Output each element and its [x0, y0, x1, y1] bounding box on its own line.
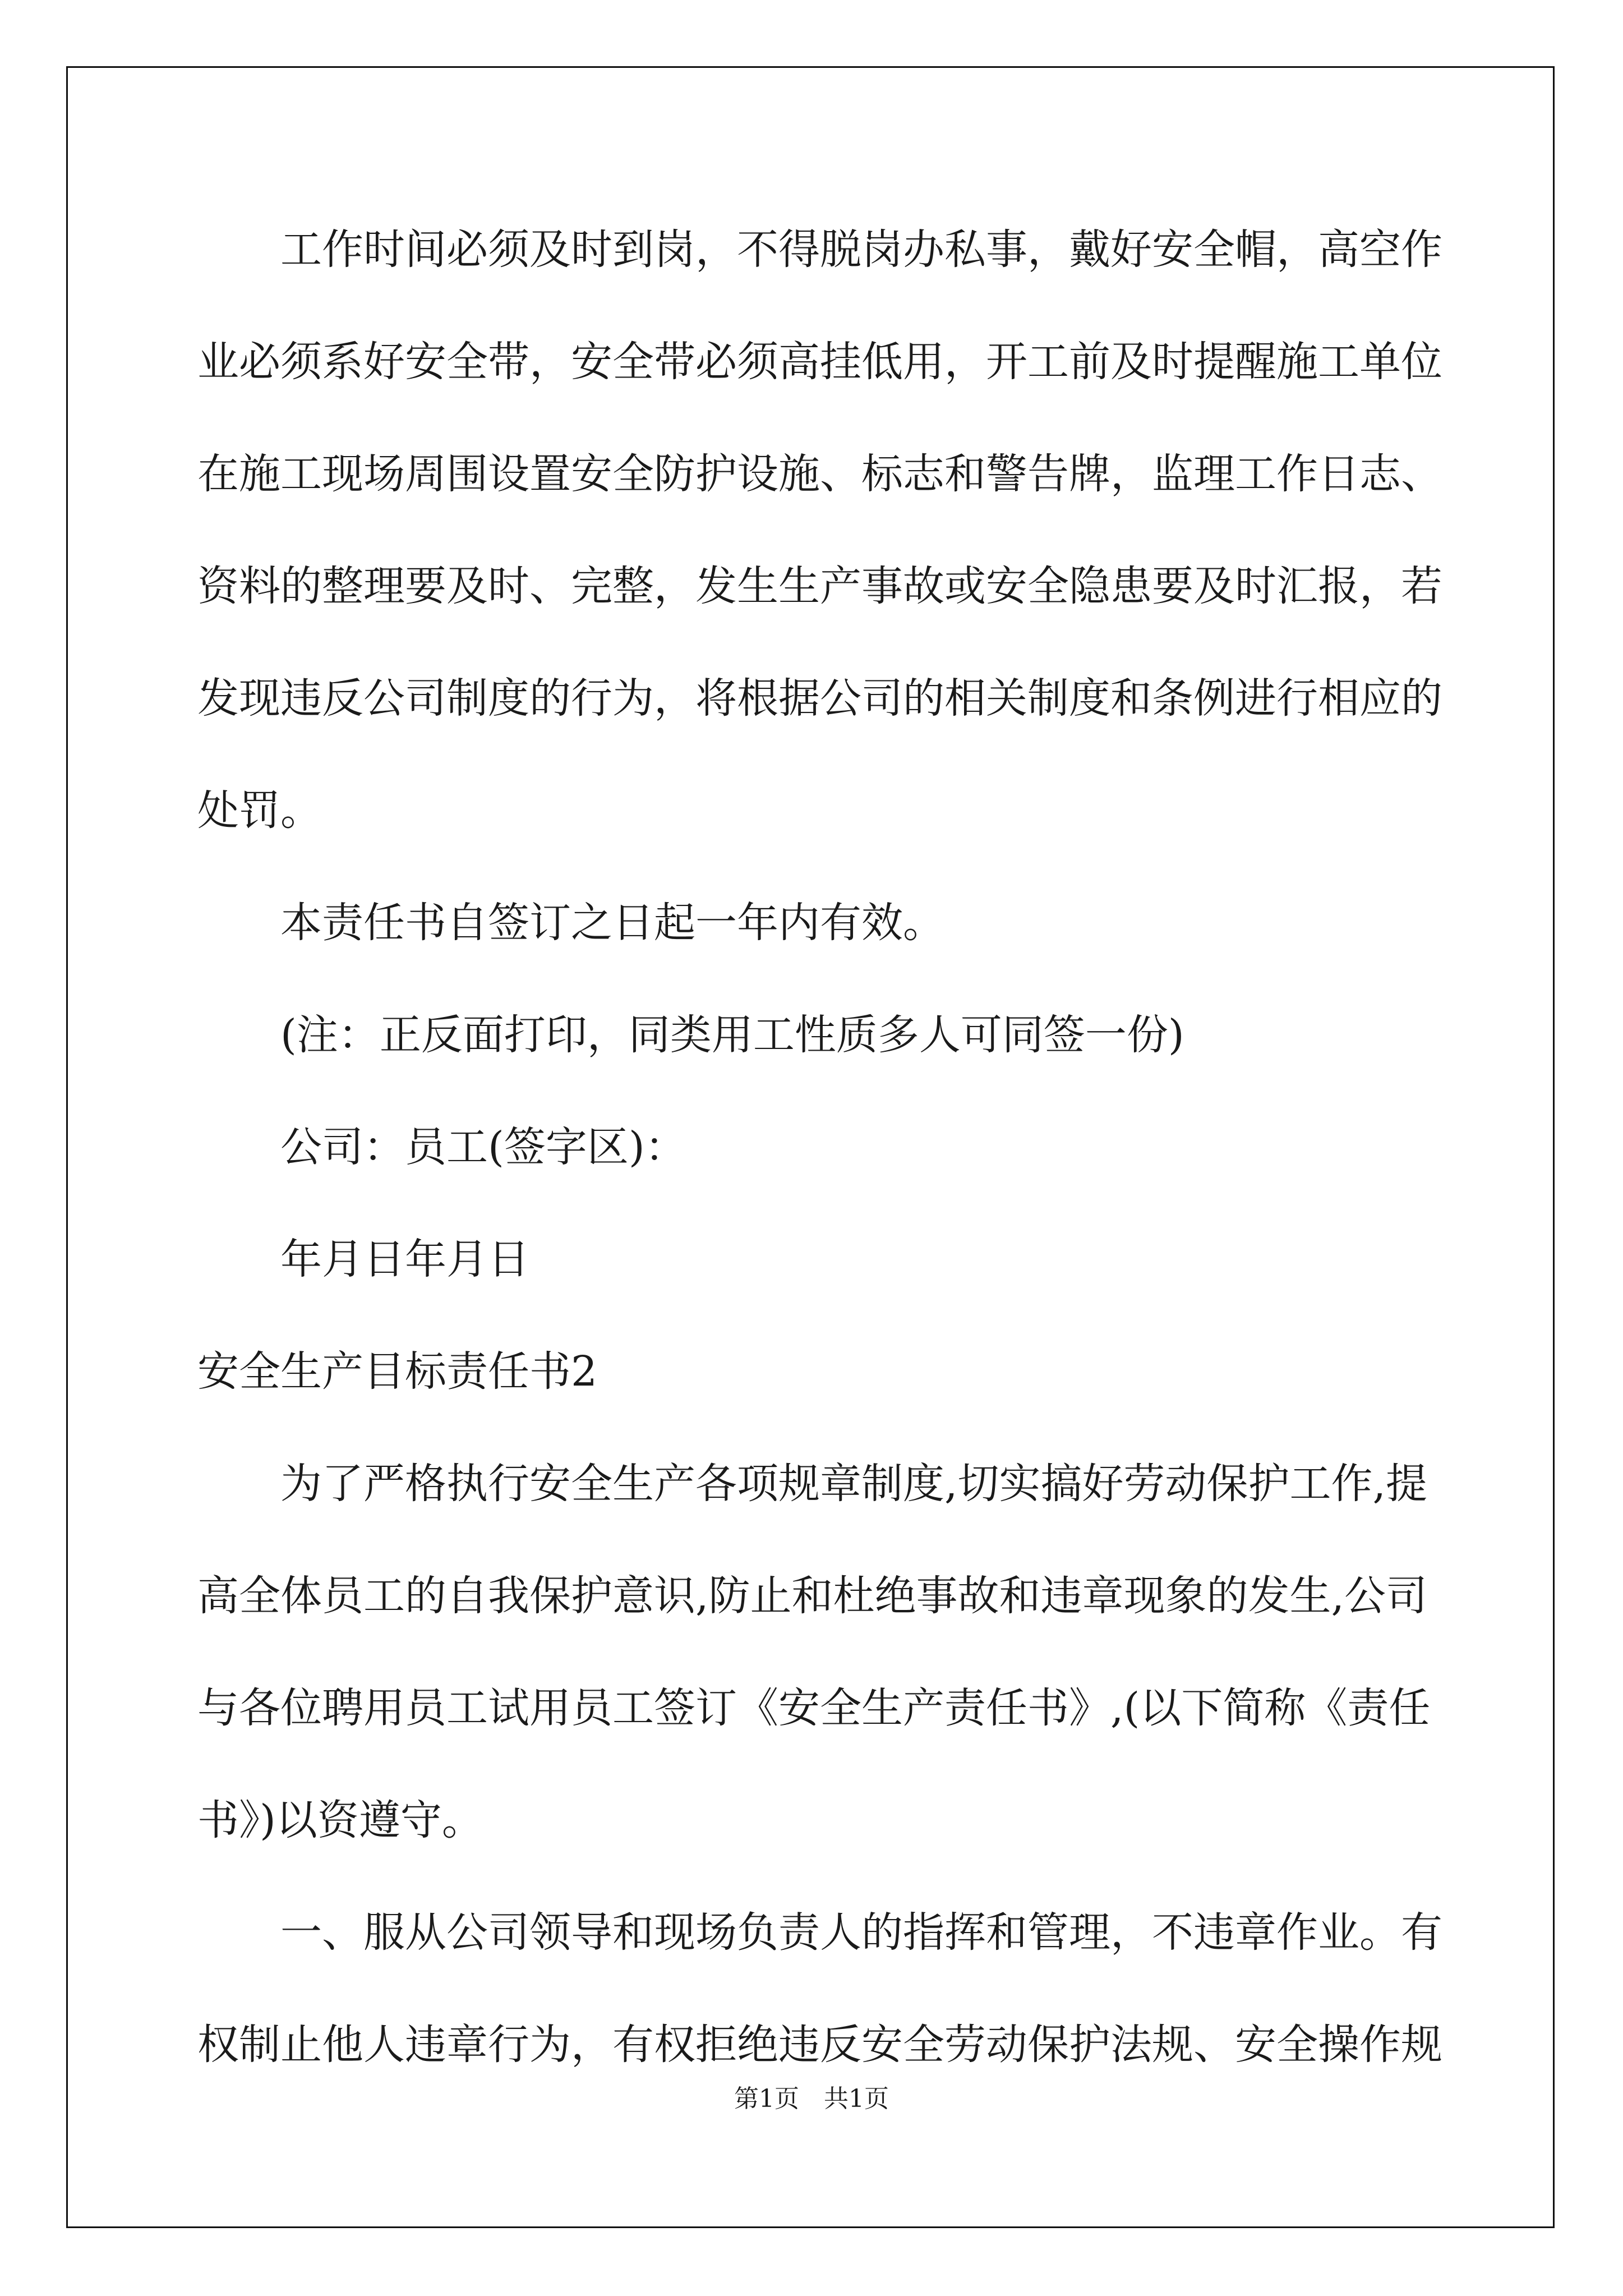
paragraph-line-9: 与各位聘用员工试用员工签订《安全生产责任书》,(以下简称《责任 [197, 1684, 1431, 1732]
page-footer: 第1页 共1页 [734, 2085, 889, 2113]
note-line: (注：正反面打印，同类用工性质多人可同签一份) [197, 1011, 1184, 1059]
paragraph-line-1: 工作时间必须及时到岗，不得脱岗办私事，戴好安全帽，高空作 [197, 226, 1442, 274]
paragraph-line-5: 发现违反公司制度的行为，将根据公司的相关制度和条例进行相应的 [197, 674, 1442, 723]
paragraph-line-7: 为了严格执行安全生产各项规章制度,切实搞好劳动保护工作,提 [197, 1460, 1428, 1508]
paragraph-line-11: 一、服从公司领导和现场负责人的指挥和管理，不违章作业。有 [197, 1908, 1442, 1957]
section-title: 安全生产目标责任书2 [197, 1347, 598, 1396]
paragraph-line-2: 业必须系好安全带，安全带必须高挂低用，开工前及时提醒施工单位 [197, 338, 1442, 386]
paragraph-line-12: 权制止他人违章行为，有权拒绝违反安全劳动保护法规、安全操作规 [197, 2021, 1442, 2069]
signature-line: 公司：员工(签字区)： [197, 1123, 686, 1171]
paragraph-line-3: 在施工现场周围设置安全防护设施、标志和警告牌，监理工作日志、 [197, 450, 1442, 498]
paragraph-line-4: 资料的整理要及时、完整，发生生产事故或安全隐患要及时汇报，若 [197, 562, 1442, 610]
date-line: 年月日年月日 [197, 1235, 529, 1283]
paragraph-line-10: 书》)以资遵守。 [197, 1796, 483, 1844]
paragraph-line-6: 处罚。 [197, 786, 322, 835]
validity-line: 本责任书自签订之日起一年内有效。 [197, 899, 944, 947]
paragraph-line-8: 高全体员工的自我保护意识,防止和杜绝事故和违章现象的发生,公司 [197, 1572, 1428, 1620]
